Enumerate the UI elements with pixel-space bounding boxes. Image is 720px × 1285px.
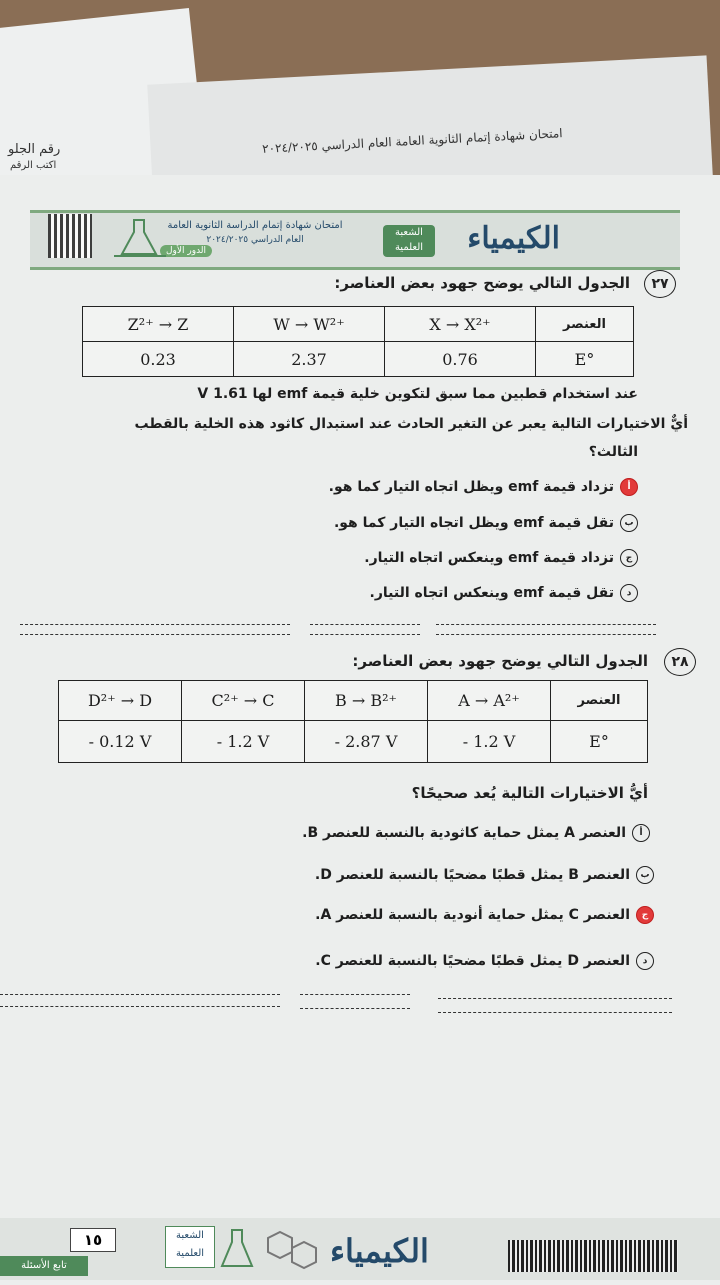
answer-choice[interactable]: جتزداد قيمة emf وينعكس اتجاه التيار. [364, 549, 638, 567]
divider [310, 624, 420, 625]
table-header: W → W²⁺ [234, 307, 385, 342]
question-context: عند استخدام قطبين مما سبق لتكوين خلية قيمة emf لها 1.61 V [197, 386, 638, 402]
table-cell: - 1.2 V [428, 721, 551, 763]
table-cell: 0.76 [385, 342, 536, 377]
choice-marker: ج [636, 906, 654, 924]
round-badge: الدور الأول [160, 245, 212, 257]
question-number: ٢٧ [644, 270, 676, 298]
divider [300, 994, 410, 995]
flask-icon [110, 216, 170, 260]
potentials-table [82, 306, 634, 377]
answer-choice[interactable]: بالعنصر B يمثل قطبًا مضحيًا بالنسبة للعنصر D. [315, 866, 654, 884]
exam-title: امتحان شهادة إتمام الدراسة الثانوية العامة العام الدراسي ٢٠٢٤/٢٠٢٥ [167, 220, 343, 245]
table-header: X → X²⁺ [385, 307, 536, 342]
choice-marker: أ [632, 824, 650, 842]
divider [300, 1008, 410, 1009]
answer-choice[interactable]: دتقل قيمة emf وينعكس اتجاه التيار. [370, 584, 638, 602]
choice-marker: د [620, 584, 638, 602]
divider [310, 634, 420, 635]
table-header: A → A²⁺ [428, 681, 551, 721]
divider [436, 634, 656, 635]
question-intro: الجدول التالي يوضح جهود بعض العناصر: [352, 652, 648, 670]
seat-label: رقم الجلو [8, 142, 61, 157]
molecule-icon [262, 1226, 322, 1274]
background-exam-title: امتحان شهادة إتمام الثانوية العامة العام الدراسي ٢٠٢٤/٢٠٢٥ [261, 126, 563, 156]
page-number: ١٥ [70, 1228, 116, 1252]
table-cell: 2.37 [234, 342, 385, 377]
question-text: أيُّ الاختيارات التالية يُعد صحيحًا؟ [411, 784, 648, 802]
answer-choice[interactable]: جالعنصر C يمثل حماية أنودية بالنسبة للعنصر A. [315, 906, 654, 924]
answer-choice[interactable]: بتقل قيمة emf ويظل اتجاه التيار كما هو. [334, 514, 638, 532]
divider [0, 1006, 280, 1007]
divider [436, 624, 656, 625]
choice-marker: ج [620, 549, 638, 567]
divider [0, 994, 280, 995]
flask-icon [218, 1226, 258, 1272]
divider [20, 624, 290, 625]
choice-marker: أ [620, 478, 638, 496]
qr-code-icon [48, 214, 92, 258]
table-cell: - 1.2 V [182, 721, 305, 763]
table-header: العنصر [551, 681, 648, 721]
question-number: ٢٨ [664, 648, 696, 676]
choice-marker: ب [636, 866, 654, 884]
table-header: D²⁺ → D [59, 681, 182, 721]
footer-subject: الكيمياء [330, 1232, 429, 1270]
answer-choice[interactable]: دالعنصر D يمثل قطبًا مضحيًا بالنسبة للعنصر C. [315, 952, 654, 970]
barcode-icon [508, 1240, 678, 1272]
table-cell: 0.23 [83, 342, 234, 377]
write-label: اكتب الرقم [10, 160, 57, 171]
choice-marker: ب [620, 514, 638, 532]
potentials-table [58, 680, 648, 763]
answer-choice[interactable]: أتزداد قيمة emf ويظل اتجاه التيار كما هو. [329, 478, 638, 496]
continue-label: تابع الأسئلة [0, 1256, 88, 1276]
table-header: Z²⁺ → Z [83, 307, 234, 342]
table-cell: E° [536, 342, 634, 377]
table-cell: E° [551, 721, 648, 763]
answer-choice[interactable]: أالعنصر A يمثل حماية كاثودية بالنسبة للعنصر B. [302, 824, 650, 842]
table-header: العنصر [536, 307, 634, 342]
divider [438, 998, 672, 999]
branch-badge: الشعبة العلمية [383, 225, 435, 257]
question-intro: الجدول التالي يوضح جهود بعض العناصر: [334, 274, 630, 292]
question-text: أيٌّ الاختيارات التالية يعبر عن التغير الحادث عند استبدال كاثود هذه الخلية بالقطب [134, 416, 688, 432]
divider [438, 1012, 672, 1013]
divider [20, 634, 290, 635]
question-text: الثالث؟ [588, 444, 638, 460]
table-header: B → B²⁺ [305, 681, 428, 721]
table-cell: - 0.12 V [59, 721, 182, 763]
table-header: C²⁺ → C [182, 681, 305, 721]
choice-marker: د [636, 952, 654, 970]
footer-branch: الشعبة العلمية [165, 1226, 215, 1268]
subject-title: الكيمياء [467, 221, 560, 256]
table-cell: - 2.87 V [305, 721, 428, 763]
